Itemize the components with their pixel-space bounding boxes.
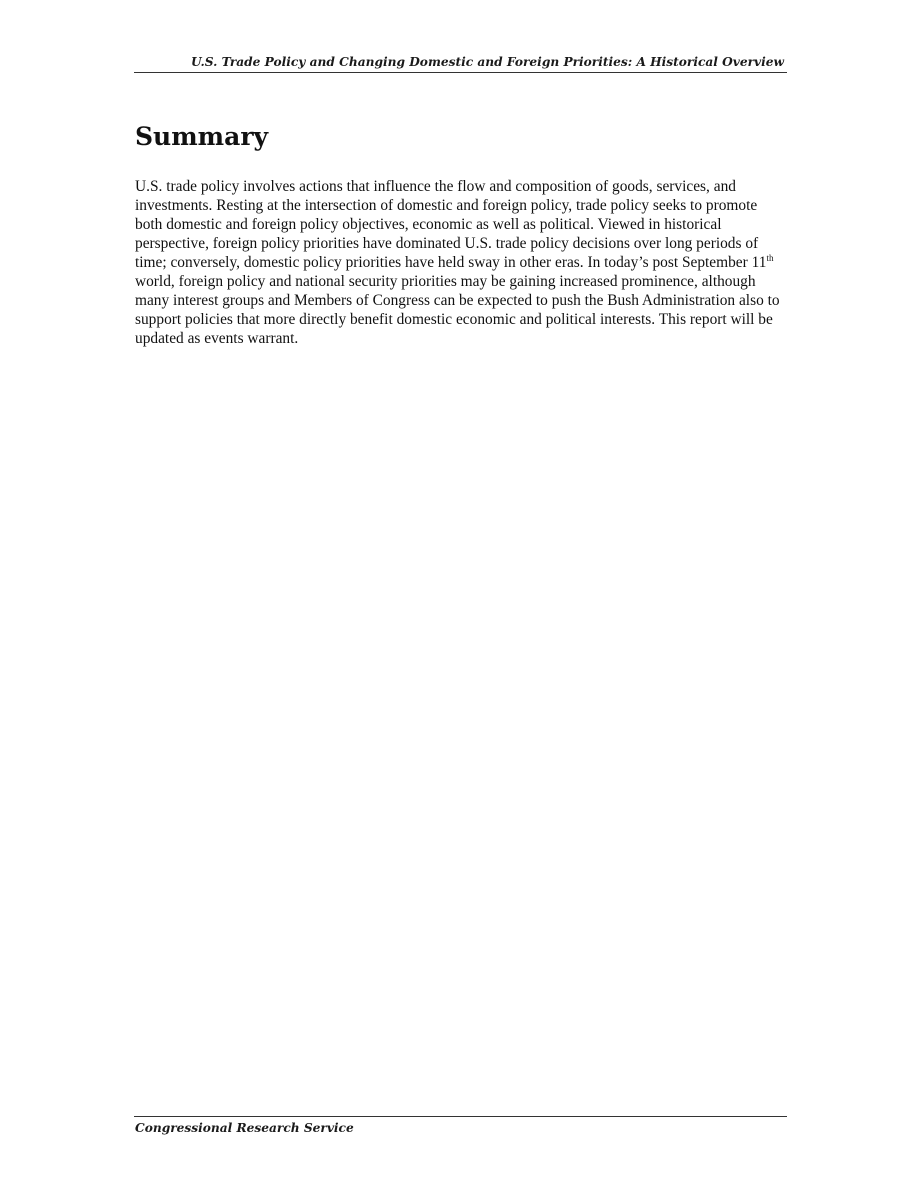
summary-text-part1: U.S. trade policy involves actions that influence the flow and composition of goods, services, and investments. Resting at the intersection of domestic and foreign policy, trade policy seeks to promote both domestic and foreign policy objectives, economic as well as political. Viewed in historical perspective, foreign policy priorities have dominated U.S. trade policy decisions over long periods of time; conversely, domestic policy priorities have held sway in other eras. In today’s post September 11	[135, 178, 767, 271]
running-header: U.S. Trade Policy and Changing Domestic and Foreign Priorities: A Historical Overview	[191, 55, 784, 69]
header-rule	[134, 72, 787, 73]
summary-text-part2: world, foreign policy and national security priorities may be gaining increased prominence, although many interest groups and Members of Congress can be expected to push the Bush Administration also to support policies that more directly benefit domestic economic and political interests. This report will be updated as events warrant.	[135, 273, 780, 347]
section-heading: Summary	[135, 122, 269, 151]
running-footer: Congressional Research Service	[135, 1121, 354, 1135]
footer-rule	[134, 1116, 787, 1117]
ordinal-superscript: th	[766, 253, 774, 263]
summary-paragraph	[135, 177, 787, 348]
